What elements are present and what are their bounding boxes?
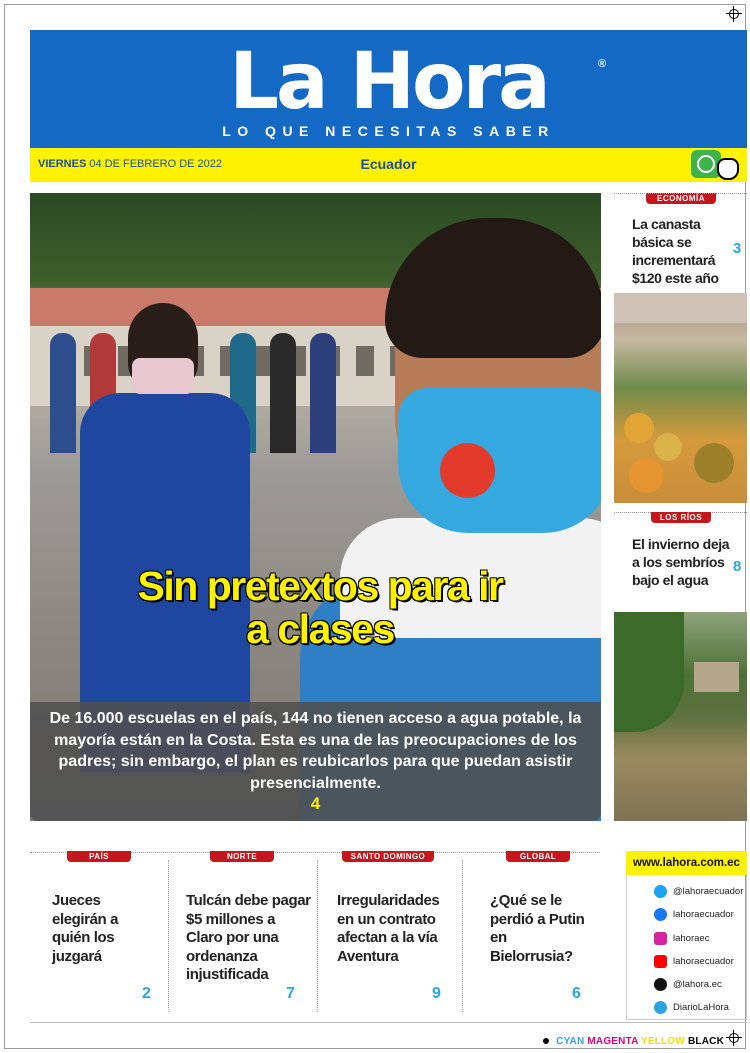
edition-region: Ecuador (360, 156, 417, 172)
section-tag: ECONOMÍA (646, 193, 716, 204)
bottom-headline[interactable]: Jueces elegirán a quién los juzgará (52, 892, 119, 965)
bottom-headline[interactable]: ¿Qué se le perdió a Putin en Bielorrusia? (490, 892, 585, 965)
section-tag-norte: NORTE (210, 851, 274, 862)
flood-photo (614, 612, 747, 821)
divider (462, 860, 463, 1012)
divider (30, 1022, 747, 1023)
pointer-hand-icon (717, 158, 739, 180)
youtube-icon (654, 955, 667, 968)
bottom-headline[interactable]: Tulcán debe pagar $5 millones a Claro por una ordenanza injustificada (186, 892, 311, 983)
bottom-page-number: 9 (432, 985, 441, 1002)
newspaper-logo: La Hora (229, 37, 548, 127)
print-color-bar (543, 1036, 724, 1047)
issue-weekday: VIERNES (38, 158, 87, 170)
instagram-icon (654, 932, 667, 945)
color-black: BLACK (688, 1036, 724, 1047)
section-tag-santo-domingo: SANTO DOMINGO (342, 851, 434, 862)
facebook-icon (654, 908, 667, 921)
date-bar (30, 148, 747, 182)
registration-dot (543, 1038, 549, 1044)
registered-mark: ® (598, 58, 607, 70)
lead-summary: De 16.000 escuelas en el país, 144 no tienen acceso a agua potable, la mayoría están en la Costa. Esta es una de las preocupaciones de los padres; sin embargo, el plan es reubicarlos para que puedan asistir presencialmente. (49, 710, 582, 792)
side-headline[interactable]: La canasta básica se incrementará $120 este año (632, 216, 719, 286)
divider (168, 860, 169, 1012)
section-tag-global: GLOBAL (506, 851, 570, 862)
crop-mark-top-right (726, 6, 742, 22)
tiktok-handle[interactable]: @lahora.ec (673, 979, 722, 990)
youtube-handle[interactable]: lahoraecuador (673, 956, 734, 967)
issue-day: 04 DE FEBRERO DE 2022 (89, 158, 223, 170)
bottom-page-number: 6 (572, 985, 581, 1002)
twitter-icon (654, 885, 667, 898)
side-story-economia[interactable] (614, 193, 747, 204)
color-yellow: YELLOW (641, 1036, 686, 1047)
tiktok-icon (654, 978, 667, 991)
tagline: LO QUE NECESITAS SABER (222, 123, 555, 139)
facebook-handle[interactable]: lahoraecuador (673, 909, 734, 920)
divider (614, 193, 747, 194)
side-page-number: 8 (733, 558, 742, 575)
section-tag-pais: PAÍS (67, 851, 131, 862)
lead-page-number: 4 (310, 794, 321, 813)
twitter-handle[interactable]: @lahoraecuador (673, 886, 744, 897)
instagram-handle[interactable]: lahoraec (673, 933, 710, 944)
divider (317, 860, 318, 1012)
masthead (30, 30, 747, 148)
bottom-page-number: 2 (142, 985, 151, 1002)
side-page-number: 3 (733, 240, 742, 257)
crop-mark-bottom-right (726, 1030, 742, 1046)
telegram-handle[interactable]: DiarioLaHora (673, 1002, 729, 1013)
side-story-los-rios[interactable] (614, 512, 747, 523)
color-magenta: MAGENTA (587, 1036, 639, 1047)
lead-summary-box (30, 702, 601, 821)
lead-headline[interactable]: Sin pretextos para ir a clases (137, 563, 503, 652)
bottom-headline[interactable]: Irregularidades en un contrato afectan a la vía Aventura (337, 892, 440, 965)
section-tag: LOS RÍOS (651, 512, 711, 523)
side-headline[interactable]: El invierno deja a los sembríos bajo el agua (632, 536, 730, 588)
telegram-icon (654, 1001, 667, 1014)
color-cyan: CYAN (556, 1036, 585, 1047)
bottom-page-number: 7 (286, 985, 295, 1002)
market-photo (614, 293, 747, 503)
website-url[interactable]: www.lahora.com.ec (626, 851, 747, 875)
